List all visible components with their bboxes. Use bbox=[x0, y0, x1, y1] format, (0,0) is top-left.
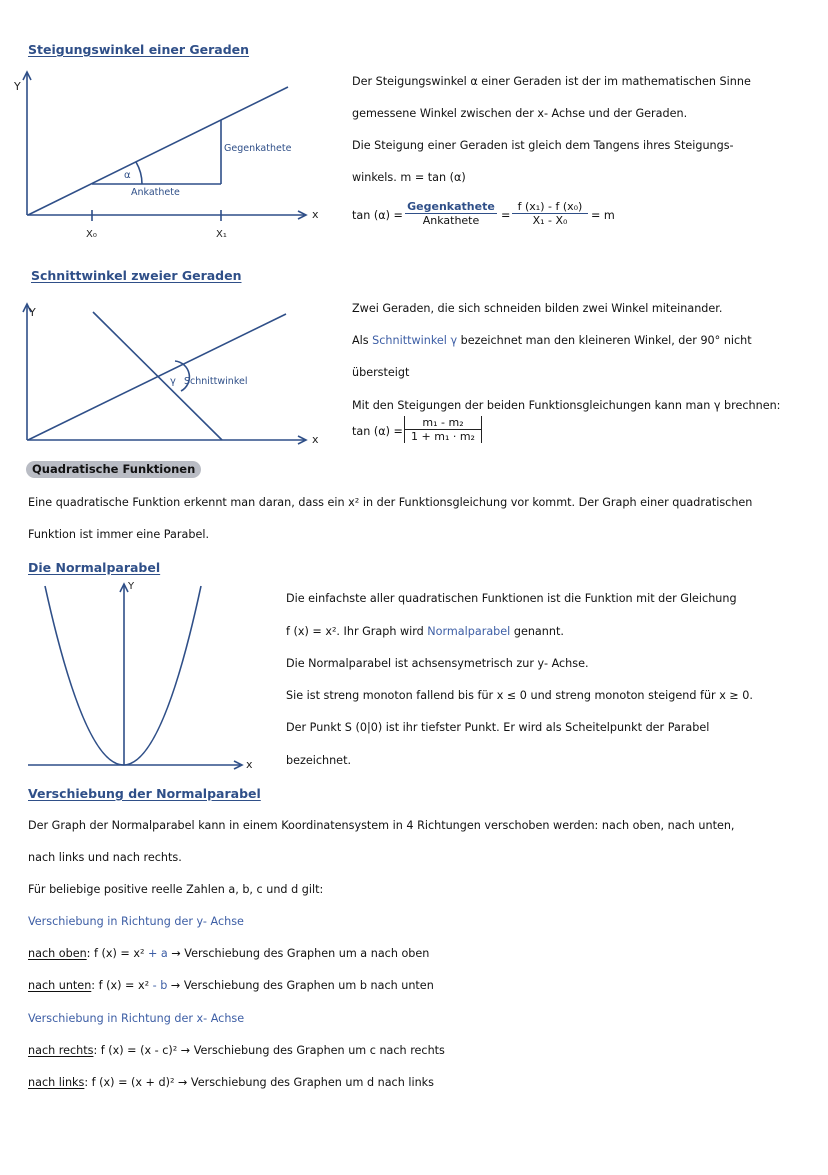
text-span: f (x) = x². Ihr Graph wird bbox=[286, 625, 428, 638]
text-line: Die Steigung einer Geraden ist gleich dem Tangens ihres Steigungs- bbox=[352, 139, 734, 152]
text-line: Die einfachste aller quadratischen Funktionen ist die Funktion mit der Gleichung bbox=[286, 592, 737, 605]
highlight-normalparabel: Normalparabel bbox=[427, 625, 511, 638]
text-line: gemessene Winkel zwischen der x- Achse und der Geraden. bbox=[352, 107, 688, 120]
text-line: Für beliebige positive reelle Zahlen a, b, c und d gilt: bbox=[28, 883, 324, 896]
label-nach-oben: nach oben bbox=[28, 947, 87, 960]
fraction-denominator: Ankathete bbox=[422, 214, 480, 227]
fraction-f-diff bbox=[512, 200, 588, 227]
x0-label: X₀ bbox=[86, 229, 97, 240]
label-nach-unten: nach unten bbox=[28, 979, 92, 992]
alpha-arc bbox=[136, 162, 142, 184]
schnittwinkel-label: Schnittwinkel bbox=[184, 376, 248, 387]
text-span: bezeichnet man den kleineren Winkel, der 90° nicht bbox=[457, 334, 752, 347]
text-line bbox=[286, 625, 564, 639]
text-line: bezeichnet. bbox=[286, 754, 352, 767]
alpha-label: α bbox=[124, 170, 131, 181]
highlight-schnittwinkel: Schnittwinkel γ bbox=[372, 334, 458, 347]
text-line bbox=[352, 334, 752, 348]
x1-label: X₁ bbox=[216, 229, 227, 240]
heading-schnittwinkel: Schnittwinkel zweier Geraden bbox=[31, 268, 242, 283]
formula-eq: = bbox=[501, 209, 511, 222]
text-span: : f (x) = (x - c)² → Verschiebung des Graphen um c nach rechts bbox=[93, 1044, 445, 1057]
text-line: Funktion ist immer eine Parabel. bbox=[28, 528, 210, 541]
formula-rhs: = m bbox=[591, 209, 615, 222]
text-line: Der Graph der Normalparabel kann in einem Koordinatensystem in 4 Richtungen verschoben werden: nach oben, nach unten, bbox=[28, 819, 735, 832]
rule-nach-oben bbox=[28, 947, 429, 961]
fraction-abs bbox=[404, 416, 482, 443]
text-line: Sie ist streng monoton fallend bis für x ≤ 0 und streng monoton steigend für x ≥ 0. bbox=[286, 689, 753, 702]
text-span: : f (x) = (x + d)² → Verschiebung des Graphen um d nach links bbox=[84, 1076, 434, 1089]
rule-nach-links bbox=[28, 1076, 434, 1090]
text-line: Die Normalparabel ist achsensymetrisch zur y- Achse. bbox=[286, 657, 589, 670]
heading-normalparabel: Die Normalparabel bbox=[28, 560, 161, 575]
text-span: → Verschiebung des Graphen um b nach unten bbox=[167, 979, 434, 992]
label-nach-rechts: nach rechts bbox=[28, 1044, 94, 1057]
rule-nach-rechts bbox=[28, 1044, 445, 1058]
text-line: Eine quadratische Funktion erkennt man daran, dass ein x² in der Funktionsgleichung vor kommt. Der Graph einer quadratischen bbox=[28, 496, 753, 509]
gegenkathete-label: Gegenkathete bbox=[224, 143, 292, 154]
x-axis-label: x bbox=[246, 758, 253, 771]
text-span: genannt. bbox=[510, 625, 564, 638]
fraction-denominator: 1 + m₁ · m₂ bbox=[411, 430, 475, 443]
text-line: übersteigt bbox=[352, 366, 410, 379]
subheading-y-achse: Verschiebung in Richtung der y- Achse bbox=[28, 915, 244, 928]
text-span: Als bbox=[352, 334, 373, 347]
badge-quadratische-funktionen: Quadratische Funktionen bbox=[26, 461, 201, 478]
fraction-numerator: m₁ - m₂ bbox=[405, 416, 481, 430]
y-axis-label: Y bbox=[14, 80, 21, 93]
text-span: → Verschiebung des Graphen um a nach oben bbox=[167, 947, 430, 960]
text-line: Zwei Geraden, die sich schneiden bilden zwei Winkel miteinander. bbox=[352, 302, 723, 315]
rule-nach-unten bbox=[28, 979, 434, 993]
diagram-schnittwinkel bbox=[0, 290, 340, 450]
text-line: Der Punkt S (0|0) ist ihr tiefster Punkt. Er wird als Scheitelpunkt der Parabel bbox=[286, 721, 710, 734]
parabel-curve bbox=[45, 586, 201, 765]
highlight-plus-a: + a bbox=[148, 947, 168, 960]
label-nach-links: nach links bbox=[28, 1076, 85, 1089]
ankathete-label: Ankathete bbox=[131, 187, 180, 198]
text-span: : f (x) = x² bbox=[86, 947, 148, 960]
diagram-steigungswinkel bbox=[0, 60, 340, 240]
y-axis-label: Y bbox=[128, 581, 135, 592]
text-line: Mit den Steigungen der beiden Funktionsgleichungen kann man γ brechnen: bbox=[352, 399, 781, 412]
diagram-normalparabel bbox=[0, 576, 260, 776]
fraction-gegen-an bbox=[405, 200, 497, 227]
heading-verschiebung: Verschiebung der Normalparabel bbox=[28, 786, 261, 801]
fraction-numerator: Gegenkathete bbox=[405, 200, 497, 214]
x-axis-label: x bbox=[312, 208, 319, 221]
text-line: Der Steigungswinkel α einer Geraden ist der im mathematischen Sinne bbox=[352, 75, 751, 88]
y-axis-label: Y bbox=[29, 306, 36, 319]
subheading-x-achse: Verschiebung in Richtung der x- Achse bbox=[28, 1012, 245, 1025]
text-line: winkels. m = tan (α) bbox=[352, 171, 466, 184]
fraction-numerator: f (x₁) - f (x₀) bbox=[512, 200, 588, 214]
text-span: : f (x) = x² bbox=[91, 979, 153, 992]
heading-steigungswinkel: Steigungswinkel einer Geraden bbox=[28, 42, 250, 57]
x-axis-label: x bbox=[312, 433, 319, 446]
highlight-minus-b: - b bbox=[152, 979, 168, 992]
formula-lhs: tan (α) = bbox=[352, 209, 403, 222]
gamma-label: γ bbox=[170, 376, 176, 387]
text-line: nach links und nach rechts. bbox=[28, 851, 182, 864]
formula-lhs: tan (α) = bbox=[352, 425, 403, 438]
fraction-denominator: X₁ - X₀ bbox=[532, 214, 568, 227]
